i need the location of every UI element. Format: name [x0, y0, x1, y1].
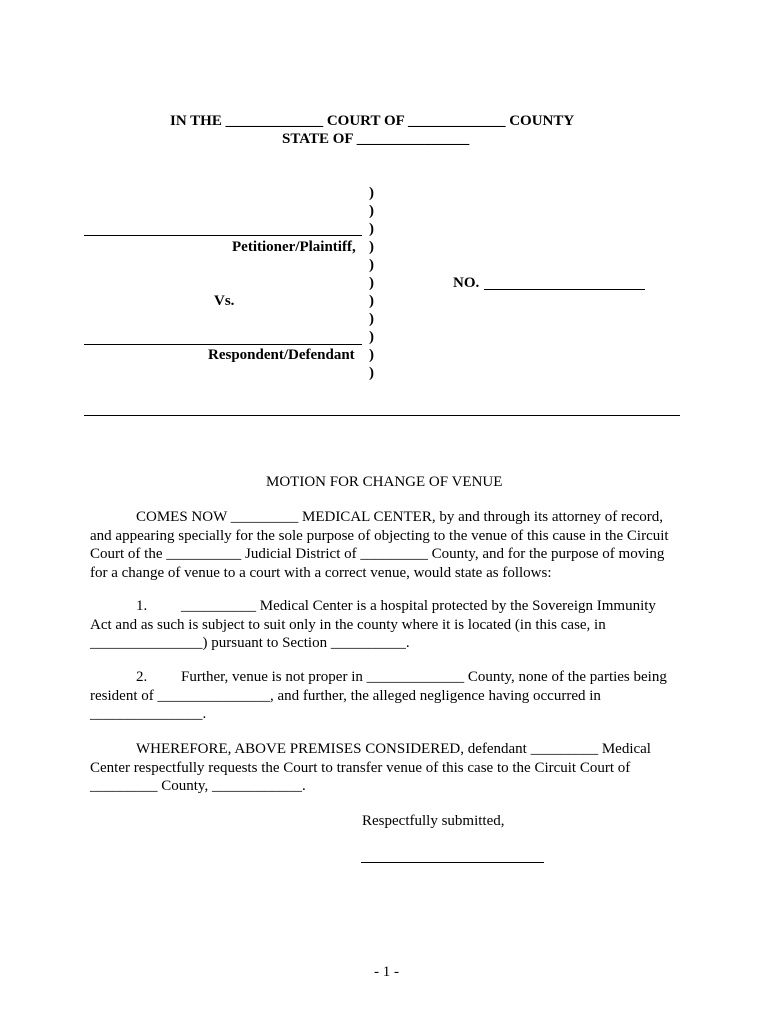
- petitioner-label: Petitioner/Plaintiff,: [232, 239, 356, 255]
- closing-text: Respectfully submitted,: [362, 813, 505, 829]
- item-1-line1: __________ Medical Center is a hospital protected by the Sovereign Immunity: [181, 598, 656, 614]
- caption-paren: ): [369, 365, 374, 381]
- caption-paren: ): [369, 185, 374, 201]
- document-title: MOTION FOR CHANGE OF VENUE: [266, 474, 503, 490]
- caption-paren: ): [369, 275, 374, 291]
- intro-line: [90, 508, 680, 527]
- item-1-line2: Act and as such is subject to suit only in the county where it is located (in this case, in: [90, 616, 606, 633]
- caption-paren: ): [369, 293, 374, 309]
- caption-separator: [84, 415, 680, 416]
- item-2-line3: _______________.: [90, 706, 207, 722]
- intro-paragraph: [90, 508, 680, 582]
- caption-heading-line2: STATE OF _______________: [282, 131, 470, 147]
- case-number-label: NO.: [453, 275, 480, 291]
- item-1-number: 1.: [136, 598, 148, 614]
- item-1-paragraph: [90, 597, 680, 653]
- caption-paren: ): [369, 221, 374, 237]
- caption-paren: ): [369, 257, 374, 273]
- item-2-paragraph: [90, 668, 680, 724]
- caption-heading-line1: IN THE _____________ COURT OF _____________ COUNTY: [170, 113, 575, 129]
- item-2-number: 2.: [136, 669, 148, 685]
- page-number: - 1 -: [374, 964, 399, 980]
- intro-line4: for a change of venue to a court with a correct venue, would state as follows:: [90, 564, 552, 581]
- respondent-label: Respondent/Defendant: [208, 347, 355, 363]
- respondent-name-line: [84, 344, 362, 345]
- caption-paren: ): [369, 347, 374, 363]
- wherefore-line3: _________ County, ____________.: [90, 778, 306, 794]
- caption-paren: ): [369, 239, 374, 255]
- item-2-line1: Further, venue is not proper in _____________ County, none of the parties being: [181, 669, 667, 685]
- item-2-first-line: [90, 668, 680, 687]
- item-1-line3: _______________) pursuant to Section __________.: [90, 635, 410, 651]
- caption-paren: ): [369, 329, 374, 345]
- intro-line2: and appearing specially for the sole purpose of objecting to the venue of this cause in the Circuit: [90, 527, 669, 544]
- item-2-line2: resident of _______________, and further, the alleged negligence having occurred in: [90, 687, 601, 704]
- wherefore-line2: Center respectfully requests the Court to transfer venue of this case to the Circuit Court of: [90, 759, 631, 776]
- intro-line1: COMES NOW _________ MEDICAL CENTER, by and through its attorney of record,: [136, 509, 664, 525]
- wherefore-first-line: [90, 740, 680, 759]
- wherefore-paragraph: [90, 740, 680, 796]
- wherefore-line1: WHEREFORE, ABOVE PREMISES CONSIDERED, defendant _________ Medical: [136, 741, 651, 757]
- intro-line3: Court of the __________ Judicial District of _________ County, and for the purpose of moving: [90, 546, 665, 562]
- petitioner-name-line: [84, 235, 362, 236]
- caption-paren: ): [369, 311, 374, 327]
- caption-paren: ): [369, 203, 374, 219]
- signature-line: [361, 862, 544, 863]
- vs-label: Vs.: [214, 293, 235, 309]
- item-1-first-line: [90, 597, 680, 616]
- case-number-line: [484, 289, 645, 290]
